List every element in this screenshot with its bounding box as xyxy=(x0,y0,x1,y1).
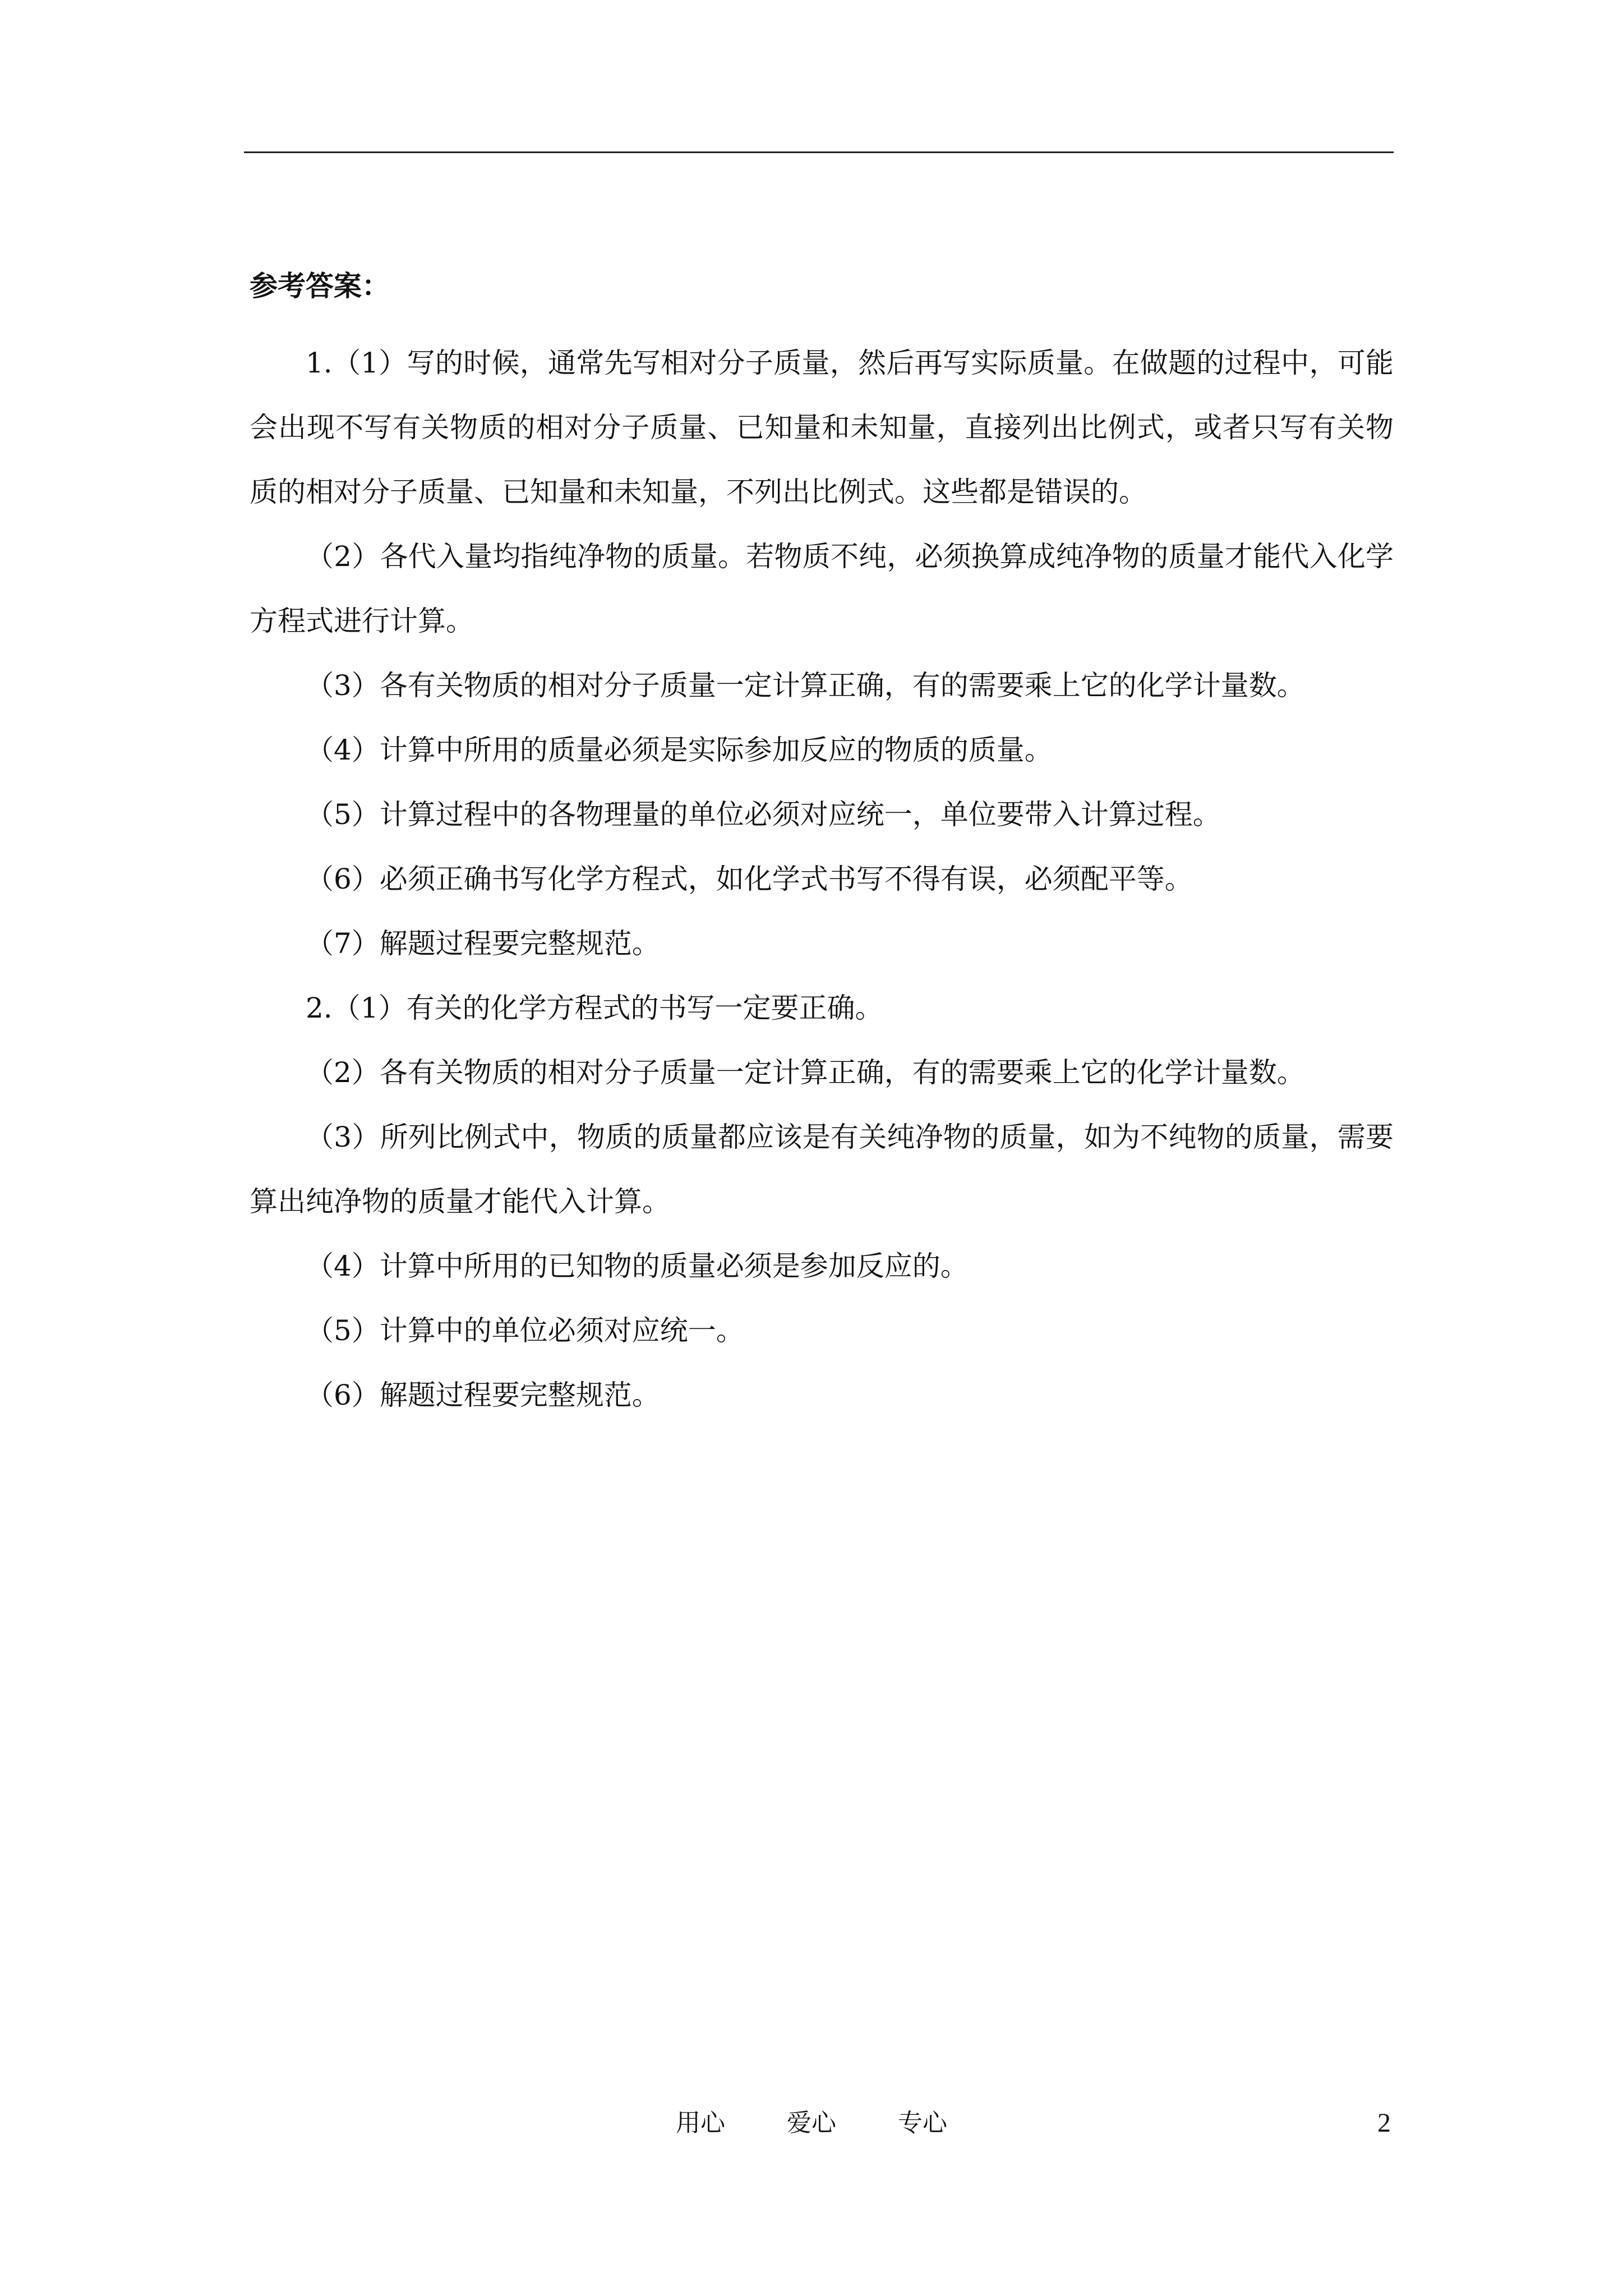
answer-paragraph: （3）各有关物质的相对分子质量一定计算正确，有的需要乘上它的化学计量数。 xyxy=(306,669,1305,702)
answer-paragraph: （7）解题过程要完整规范。 xyxy=(306,927,660,960)
answer-paragraph: （2）各有关物质的相对分子质量一定计算正确，有的需要乘上它的化学计量数。 xyxy=(306,1056,1305,1089)
answer-paragraph: （6）必须正确书写化学方程式，如化学式书写不得有误，必须配平等。 xyxy=(306,863,1193,895)
answer-heading: 参考答案： xyxy=(250,269,390,302)
answer-paragraph: （5）计算中的单位必须对应统一。 xyxy=(306,1314,744,1347)
page-number: 2 xyxy=(1377,2108,1391,2138)
answer-paragraph: （2）各代入量均指纯净物的质量。若物质不纯，必须换算成纯净物的质量才能代入化学方程式进行计算。 xyxy=(250,540,1394,637)
answer-paragraph: （5）计算过程中的各物理量的单位必须对应统一，单位要带入计算过程。 xyxy=(306,798,1221,831)
answer-paragraph: 1.（1）写的时候，通常先写相对分子质量，然后再写实际质量。在做题的过程中，可能会出现不写有关物质的相对分子质量、已知量和未知量，直接列出比例式，或者只写有关物质的相对分子质量、已知量和未知量，不列出比例式。这些都是错误的。 xyxy=(250,347,1394,508)
answer-paragraph: 2.（1）有关的化学方程式的书写一定要正确。 xyxy=(306,992,883,1024)
header-rule xyxy=(244,151,1394,153)
answer-paragraph: （4）计算中所用的质量必须是实际参加反应的物质的质量。 xyxy=(306,734,1053,766)
footer-motto-word: 用心 xyxy=(676,2109,725,2137)
document-body xyxy=(250,269,1394,1428)
answer-paragraph: （6）解题过程要完整规范。 xyxy=(306,1379,660,1411)
page-footer xyxy=(0,2106,1623,2140)
footer-motto-word: 爱心 xyxy=(787,2109,836,2137)
answer-paragraph: （3）所列比例式中，物质的质量都应该是有关纯净物的质量，如为不纯物的质量，需要算出纯净物的质量才能代入计算。 xyxy=(250,1121,1394,1218)
footer-motto-word: 专心 xyxy=(898,2109,947,2137)
answer-paragraph: （4）计算中所用的已知物的质量必须是参加反应的。 xyxy=(306,1250,969,1282)
